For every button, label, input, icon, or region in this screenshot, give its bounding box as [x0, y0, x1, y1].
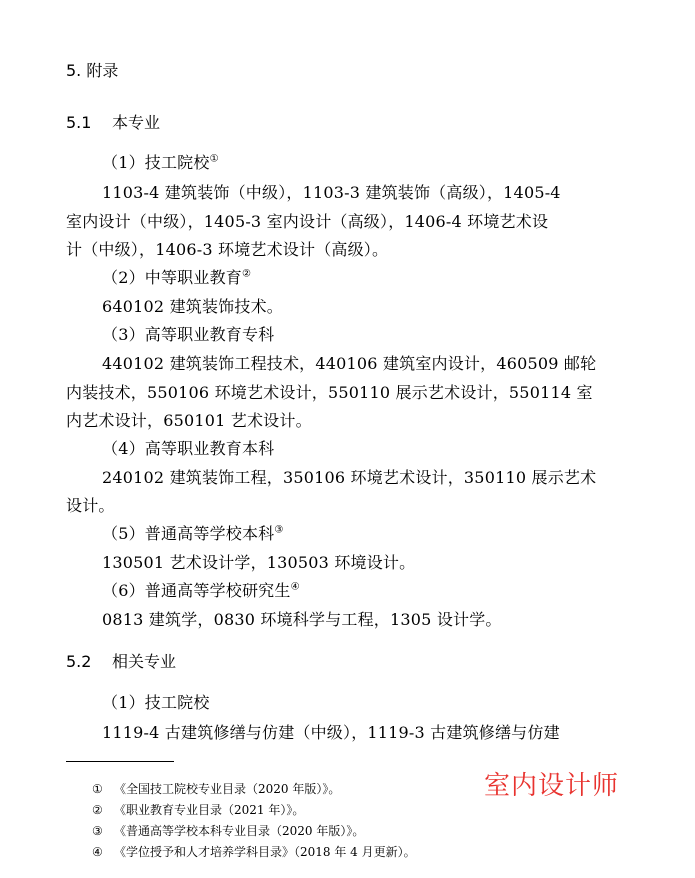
footnote-ref: ③: [274, 524, 284, 536]
item-label-higher-vocational-associate: [102, 322, 274, 345]
footnote-mark: ②: [92, 803, 103, 817]
footnote-4: [92, 843, 416, 860]
subsection-number: 5.1: [66, 113, 92, 132]
footnote-3: [92, 822, 364, 839]
item-label-technical-schools: [102, 150, 219, 173]
body-line: 130501 艺术设计学，130503 环境设计。: [102, 553, 416, 572]
footnote-text: 《全国技工院校专业目录（2020 年版）》。: [114, 782, 341, 796]
footnote-text: 《职业教育专业目录（2021 年）》。: [114, 803, 305, 817]
body-line: 内装技术，550106 环境艺术设计，550110 展示艺术设计，550114 室: [66, 383, 593, 402]
body-line: 1103-4 建筑装饰（中级），1103-3 建筑装饰（高级），1405-4: [102, 183, 561, 202]
body-line: 室内设计（中级），1405-3 室内设计（高级），1406-4 环境艺术设: [66, 212, 549, 231]
footnote-mark: ③: [92, 824, 103, 838]
body-line: 440102 建筑装饰工程技术，440106 建筑室内设计，460509 邮轮: [102, 354, 597, 373]
subsection-heading-5-2: [66, 649, 176, 672]
footnote-ref: ②: [241, 268, 252, 280]
footnote-mark: ④: [92, 845, 103, 859]
subsection-number: 5.2: [66, 652, 92, 671]
item-label-undergraduate: [102, 521, 284, 544]
watermark-text: 室内设计师: [484, 771, 620, 801]
item-label-graduate: [102, 578, 300, 601]
footnote-2: [92, 801, 304, 818]
subsection-title: 相关专业: [112, 652, 177, 671]
item-label-technical-schools-related: [102, 690, 210, 713]
body-line: 0813 建筑学，0830 环境科学与工程，1305 设计学。: [102, 610, 502, 629]
footnote-ref: ①: [209, 153, 219, 165]
body-line: 240102 建筑装饰工程，350106 环境艺术设计，350110 展示艺术: [102, 468, 597, 487]
footnote-divider: [66, 761, 174, 762]
section-title: 5. 附录: [66, 61, 119, 80]
item-label-text: （1）技工院校: [102, 153, 210, 172]
body-line: 内艺术设计，650101 艺术设计。: [66, 411, 312, 430]
item-label-text: （4）高等职业教育本科: [102, 439, 275, 458]
item-label-higher-vocational-bachelor: [102, 436, 274, 459]
subsection-title: 本专业: [112, 113, 161, 132]
subsection-heading-5-1: [66, 110, 160, 133]
item-label-text: （1）技工院校: [102, 693, 210, 712]
item-label-secondary-vocational: [102, 265, 251, 288]
body-line: 计（中级），1406-3 环境艺术设计（高级）。: [66, 240, 389, 259]
footnote-mark: ①: [92, 782, 103, 796]
footnote-text: 《普通高等学校本科专业目录（2020 年版）》。: [114, 824, 365, 838]
item-label-text: （5）普通高等学校本科: [102, 524, 275, 543]
footnote-ref: ④: [290, 581, 300, 593]
body-line: 640102 建筑装饰技术。: [102, 297, 283, 316]
item-label-text: （6）普通高等学校研究生: [102, 581, 291, 600]
footnote-1: [92, 780, 340, 797]
item-label-text: （2）中等职业教育: [102, 268, 242, 287]
item-label-text: （3）高等职业教育专科: [102, 325, 275, 344]
body-line: 1119-4 古建筑修缮与仿建（中级），1119-3 古建筑修缮与仿建: [102, 723, 560, 742]
body-line: 设计。: [66, 496, 115, 515]
footnote-text: 《学位授予和人才培养学科目录》（2018 年 4 月更新）。: [114, 845, 416, 859]
